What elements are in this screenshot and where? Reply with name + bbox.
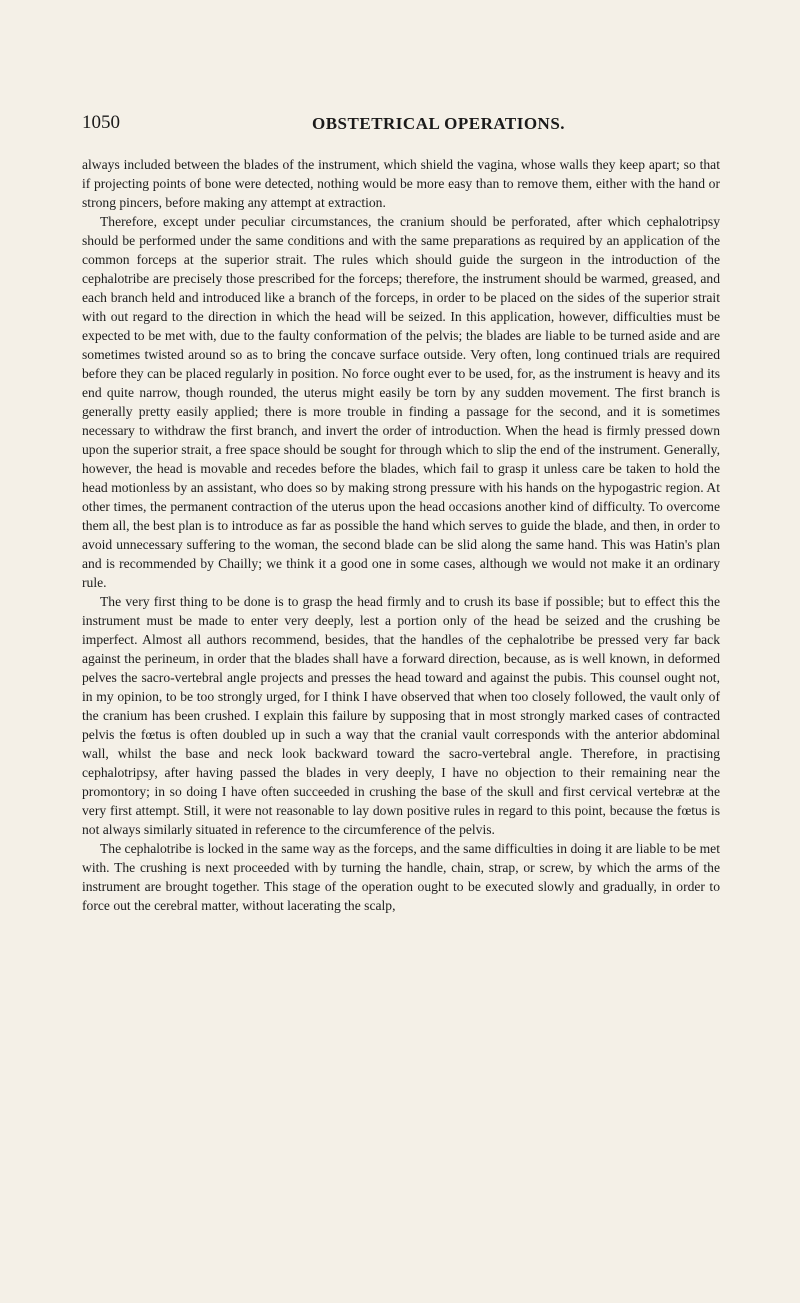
body-text [82,155,720,915]
page-number: 1050 [82,112,120,133]
paragraph: Therefore, except under peculiar circumstances, the cranium should be perforated, after which cephalotripsy should be performed under the same conditions and with the same preparations as required by an application of the common forceps at the superior strait. The rules which should guide the surgeon in the introduction of the cephalotribe are precisely those prescribed for the forceps; therefore, the instrument should be warmed, greased, and each branch held and introduced like a branch of the forceps, in order to be placed on the sides of the superior strait with out regard to the direction in which the head will be seized. In this application, however, difficulties must be expected to be met with, due to the faulty conformation of the pelvis; the blades are liable to be turned aside and are sometimes twisted around so as to bring the concave surface outside. Very often, long continued trials are required before they can be placed regularly in position. No force ought ever to be used, for, as the instrument is heavy and its end quite narrow, though rounded, the uterus might easily be torn by any sudden movement. The first branch is generally pretty easily applied; there is more trouble in finding a passage for the second, and it is sometimes necessary to withdraw the first branch, and invert the order of introduction. When the head is firmly pressed down upon the superior strait, a free space should be sought for through which to slip the end of the instrument. Generally, however, the head is movable and recedes before the blades, which fail to grasp it unless care be taken to hold the head motionless by an assistant, who does so by making strong pressure with his hands on the hypogastric region. At other times, the permanent contraction of the uterus upon the head occasions another kind of difficulty. To overcome them all, the best plan is to introduce as far as possible the hand which serves to guide the blade, and then, in order to avoid unnecessary suffering to the woman, the second blade can be slid along the same hand. This was Hatin's plan and is recommended by Chailly; we think it a good one in some cases, although we would not make it an ordinary rule. [82,214,720,590]
page-header [82,112,710,138]
paragraph: The cephalotribe is locked in the same way as the forceps, and the same difficulties in doing it are liable to be met with. The crushing is next proceeded with by turning the handle, chain, strap, or screw, by which the arms of the instrument are brought together. This stage of the operation ought to be executed slowly and gradually, in order to force out the cerebral matter, without lacerating the scalp, [82,841,720,913]
paragraph: always included between the blades of the instrument, which shield the vagina, whose walls they keep apart; so that if projecting points of bone were detected, nothing would be more easy than to remove them, either with the hand or strong pincers, before making any attempt at extraction. [82,157,720,210]
running-head: OBSTETRICAL OPERATIONS. [312,114,566,133]
paragraph: The very first thing to be done is to grasp the head firmly and to crush its base if possible; but to effect this the instrument must be made to enter very deeply, lest a portion only of the head be seized and the crushing be imperfect. Almost all authors recommend, besides, that the handles of the cephalotribe be pressed very far back against the perineum, in order that the blades shall have a forward direction, because, as is well known, in deformed pelves the sacro-vertebral angle projects and presses the head toward and against the pubis. This counsel ought not, in my opinion, to be too strongly urged, for I think I have observed that when too closely followed, the vault only of the cranium has been crushed. I explain this failure by supposing that in most strongly marked cases of contracted pelvis the fœtus is often doubled up in such a way that the cranial vault corresponds with the anterior abdominal wall, whilst the base and neck look backward toward the sacro-vertebral angle. Therefore, in practising cephalotripsy, after having passed the blades in very deeply, I have no objection to their remaining near the promontory; in so doing I have often succeeded in crushing the base of the skull and first cervical vertebræ at the very first attempt. Still, it were not reasonable to lay down positive rules in regard to this point, because the fœtus is not always similarly situated in reference to the circumference of the pelvis. [82,594,720,837]
